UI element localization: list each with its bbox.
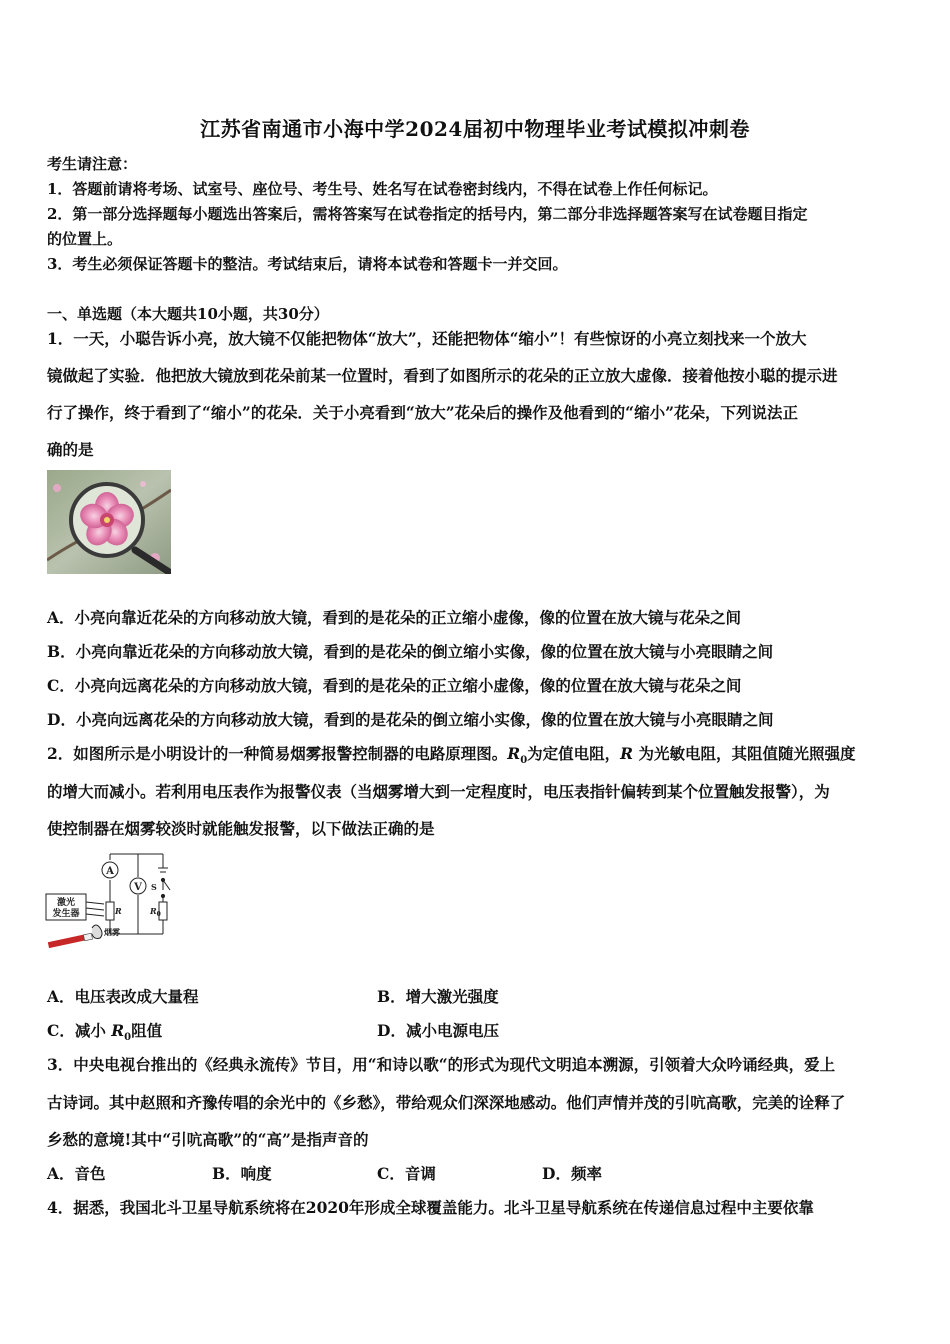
q1-option-c: C．小亮向远离花朵的方向移动放大镜，看到的是花朵的正立缩小虚像，像的位置在放大镜与花朵之间 [47,676,742,695]
notice-item: 3．考生必须保证答题卡的整洁。考试结束后，请将本试卷和答题卡一并交回。 [47,255,568,273]
q3-text-line: 3．中央电视台推出的《经典永流传》节目，用“和诗以歌“的形式为现代文明追本溯源，引领着大众吟诵经典，爱上 [47,1055,836,1074]
q2-text: 为定值电阻， [527,744,621,763]
smoke-label: 烟雾 [104,927,120,937]
q2-option-a: A．电压表改成大量程 [47,987,199,1006]
q2-option-c [47,1019,162,1043]
q2-text-line: 的增大而减小。若利用电压表作为报警仪表（当烟雾增大到一定程度时，电压表指针偏转到某个位置触发报警），为 [47,782,830,801]
section-heading: 一、单选题（本大题共10小题，共30分） [47,305,329,323]
q3-option-a: A．音色 [47,1164,106,1183]
r0-subscript: 0 [520,755,528,767]
q2-option-d: D．减小电源电压 [377,1021,499,1040]
ammeter-label: A [106,866,114,877]
q4-text-line: 4．据悉，我国北斗卫星导航系统将在2020年形成全球覆盖能力。北斗卫星导航系统在传递信息过程中主要依靠 [47,1198,814,1217]
page-title: 江苏省南通市小海中学2024届初中物理毕业考试模拟冲刺卷 [200,117,750,141]
q1-option-d: D．小亮向远离花朵的方向移动放大镜，看到的是花朵的倒立缩小实像，像的位置在放大镜与小亮眼睛之间 [47,710,774,729]
q1-option-b: B．小亮向靠近花朵的方向移动放大镜，看到的是花朵的倒立缩小实像，像的位置在放大镜与小亮眼睛之间 [47,642,774,661]
q1-text-line: 镜做起了实验．他把放大镜放到花朵前某一位置时，看到了如图所示的花朵的正立放大虚像．接着他按小聪的提示进 [47,366,838,385]
q2-text-line [47,742,855,766]
q3-text-line: 古诗词。其中赵照和齐豫传唱的余光中的《乡愁》，带给观众们深深地感动。他们声情并茂的引吭高歌，完美的诠释了 [47,1093,846,1112]
r-symbol: R [620,744,634,763]
flower-magnifier-photo [47,470,171,574]
q3-option-d: D．频率 [542,1164,602,1183]
notice-item: 1．答题前请将考场、试室号、座位号、考生号、姓名写在试卷密封线内，不得在试卷上作任何标记。 [47,180,718,198]
switch-label: S [151,882,157,892]
q2-text-line: 使控制器在烟雾较淡时就能触发报警，以下做法正确的是 [47,819,435,838]
q2-text: 为光敏电阻，其阻值随光照强度 [633,744,856,763]
resistor-r-label: R [115,906,122,916]
smoke-alarm-circuit-diagram [44,848,180,952]
q2-option-b: B．增大激光强度 [377,987,499,1006]
q3-option-b: B．响度 [212,1164,272,1183]
q1-text-line: 1．一天，小聪告诉小亮，放大镜不仅能把物体“放大”，还能把物体“缩小”！有些惊讶的小亮立刻找来一个放大 [47,329,807,348]
q1-option-a: A．小亮向靠近花朵的方向移动放大镜，看到的是花朵的正立缩小虚像，像的位置在放大镜与花朵之间 [47,608,742,627]
r0-symbol: R [111,1021,125,1040]
q1-text-line: 确的是 [47,440,94,459]
laser-label-line1: 激光 [56,898,76,908]
laser-label-line2: 发生器 [52,909,80,919]
notice-item: 的位置上。 [47,230,123,248]
r0-subscript: 0 [124,1032,132,1044]
q1-text-line: 行了操作，终于看到了“缩小”的花朵．关于小亮看到“放大”花朵后的操作及他看到的“缩小”花朵，下列说法正 [47,403,798,422]
resistor-r0-subscript: 0 [156,911,161,918]
q2-option-c-text: 阻值 [131,1021,163,1040]
r0-symbol: R [507,744,521,763]
voltmeter-label: V [134,882,142,893]
notice-heading: 考生请注意： [47,155,138,173]
q3-text-line: 乡愁的意境!其中“引吭高歌”的“高”是指声音的 [47,1130,369,1149]
notice-item: 2．第一部分选择题每小题选出答案后，需将答案写在试卷指定的括号内，第二部分非选择题答案写在试卷题目指定 [47,205,808,223]
resistor-r0-symbol: R [150,906,157,916]
q3-option-c: C．音调 [377,1164,436,1183]
q2-option-c-text: C．减小 [47,1021,112,1040]
q2-text: 2．如图所示是小明设计的一种简易烟雾报警控制器的电路原理图。 [47,744,508,763]
